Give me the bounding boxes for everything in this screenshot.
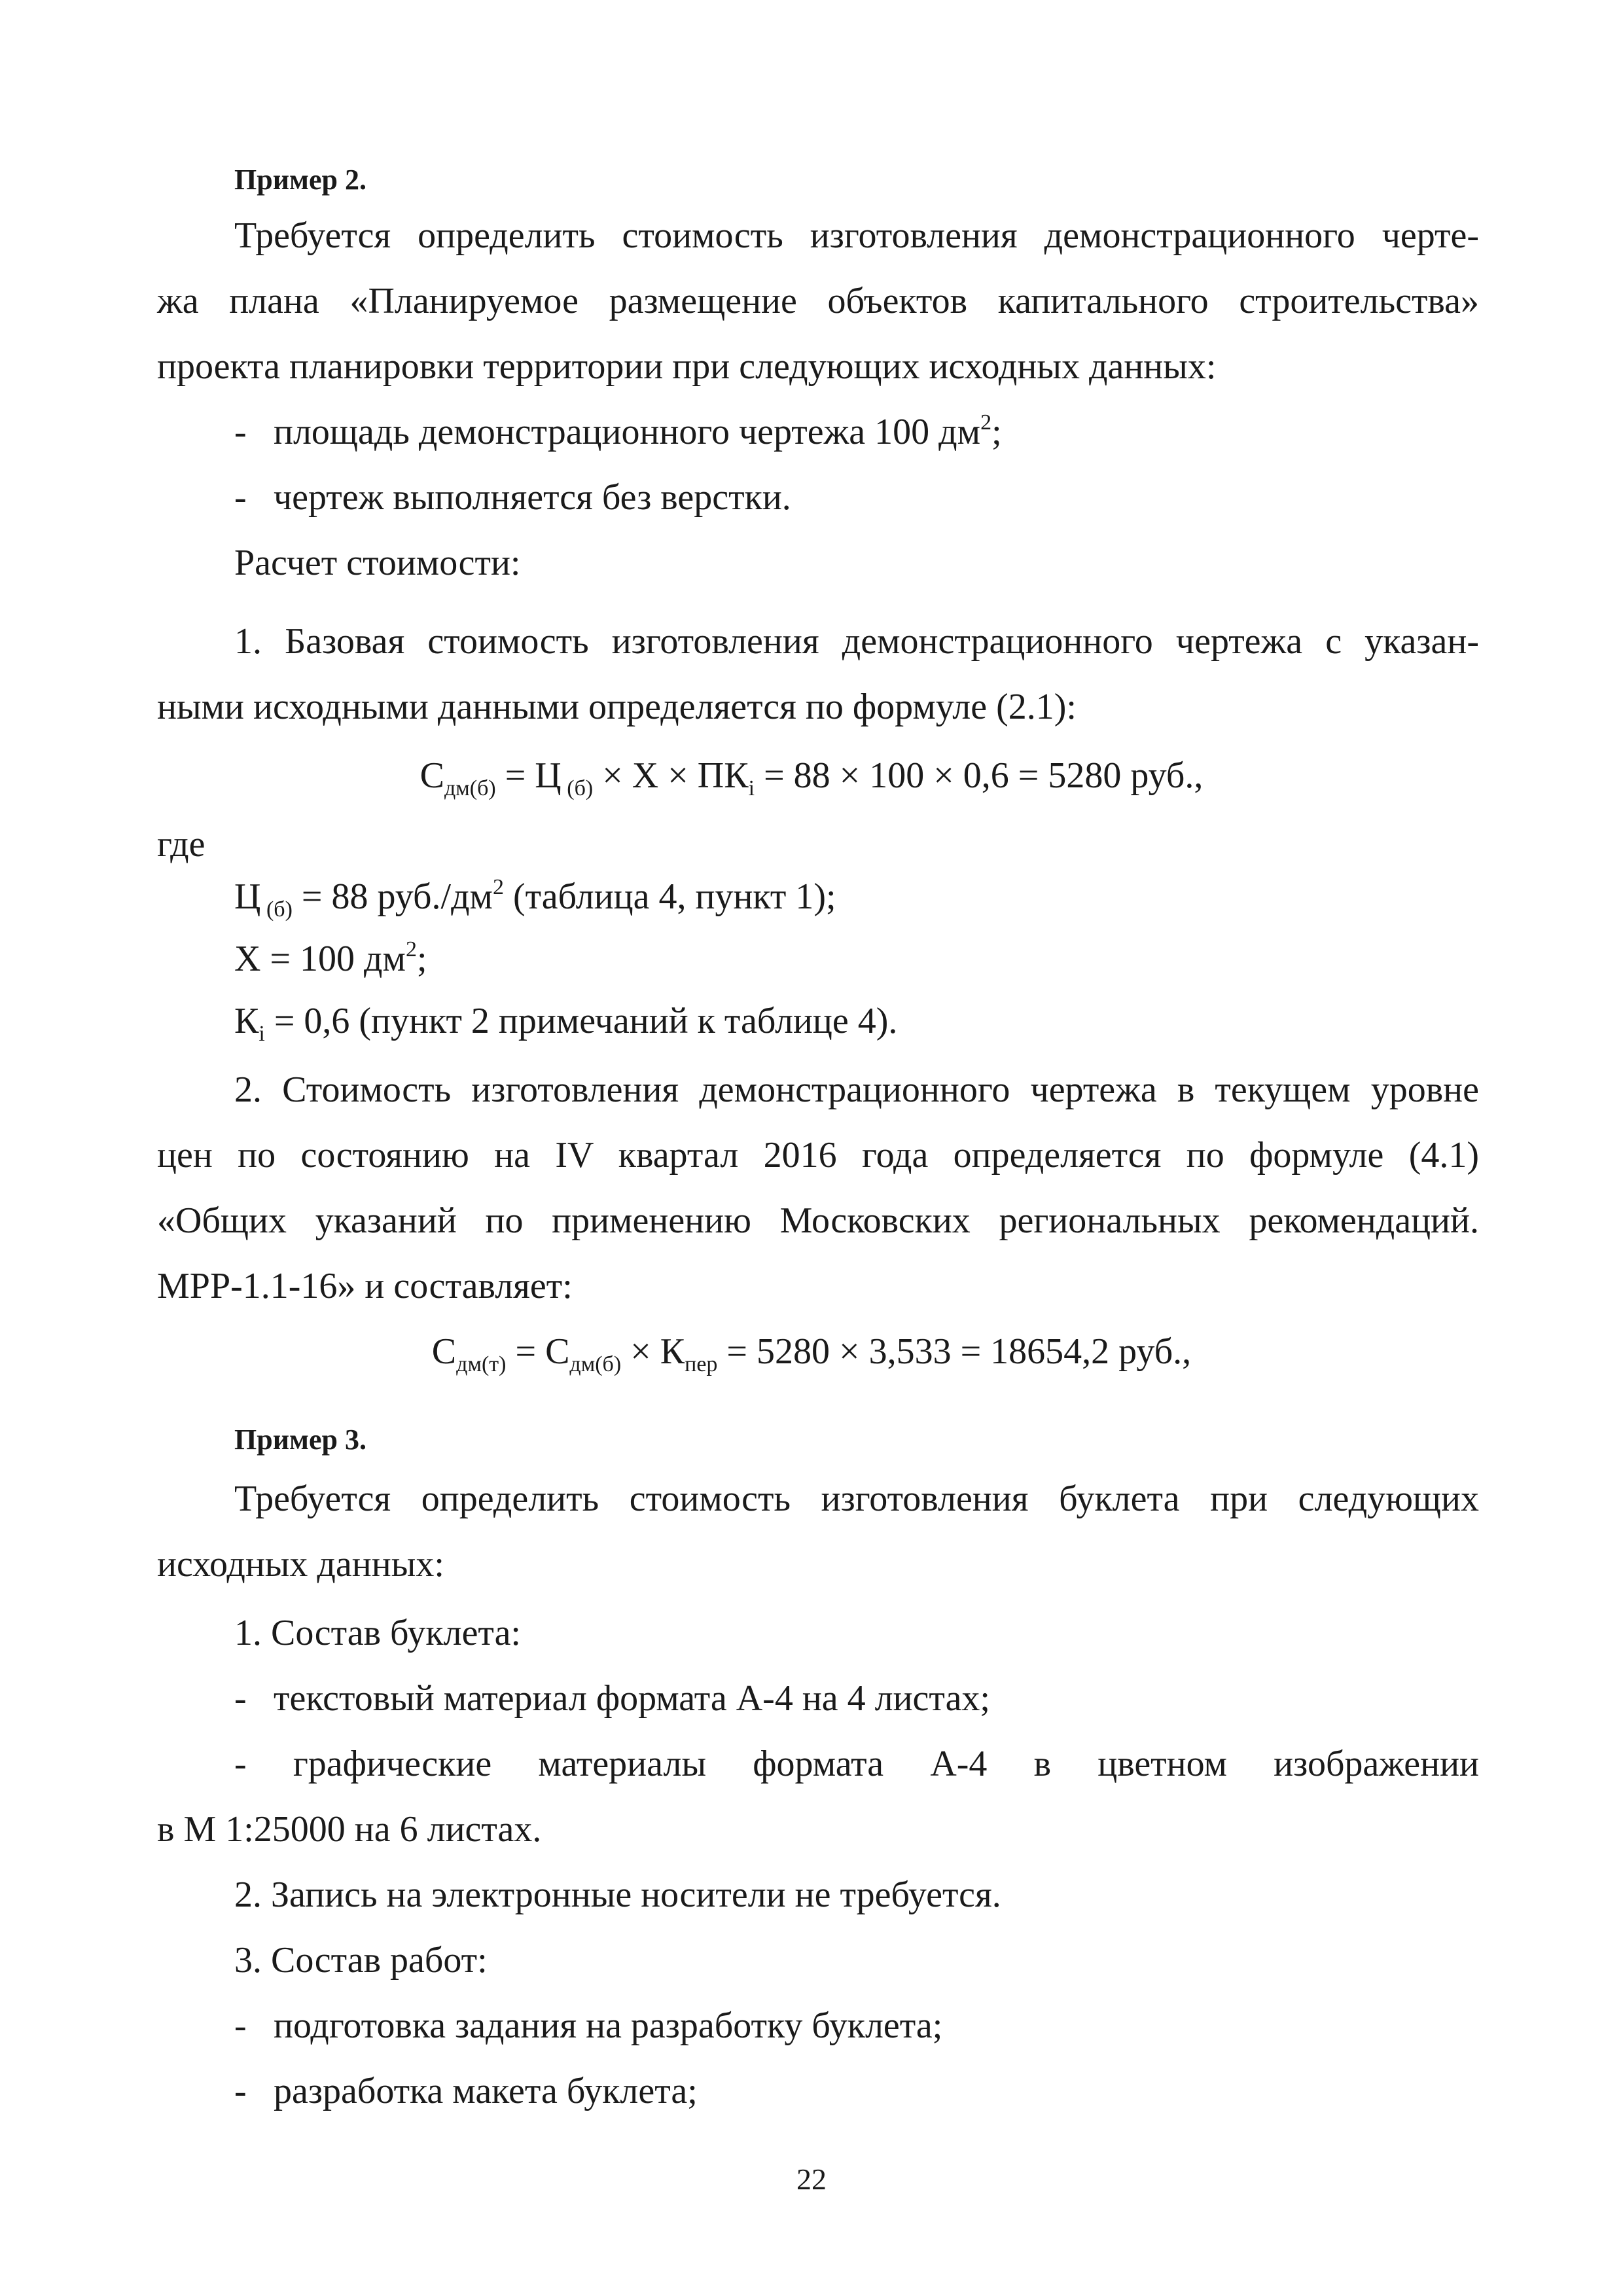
booklet-composition: 1. Состав буклета: bbox=[234, 1613, 521, 1653]
bullet-dash: - bbox=[234, 477, 247, 518]
example2-intro-line3: проекта планировки территории при следующих исходных данных: bbox=[157, 346, 1217, 387]
example2-bullet-area: - площадь демонстрационного чертежа 100 $дм^2$; bbox=[234, 409, 1002, 455]
step1-line1: 1. Базовая стоимость изготовления демонстрационного чертежа с указан- bbox=[234, 621, 1479, 662]
example2-heading: Пример 2. bbox=[234, 164, 367, 196]
where-label: где bbox=[157, 824, 205, 865]
example3-intro-line2: исходных данных: bbox=[157, 1544, 444, 1585]
example2-bullet-layout: - чертеж выполняется без верстки. bbox=[234, 475, 791, 520]
bullet-dash: - bbox=[234, 2071, 247, 2111]
bullet-dash: - bbox=[234, 1678, 247, 1719]
definition-coefficient: $К_i = 0,6$ (пункт 2 примечаний к таблице 4). bbox=[234, 1001, 898, 1046]
step2-line1: 2. Стоимость изготовления демонстрационного чертежа в текущем уровне bbox=[234, 1069, 1479, 1110]
step1-line2: ными исходными данными определяется по формуле (2.1): bbox=[157, 687, 1077, 727]
booklet-bullet-graphics-line1: - графические материалы формата А-4 в цветном изображении bbox=[234, 1744, 1479, 1784]
example3-heading: Пример 3. bbox=[234, 1424, 367, 1456]
booklet-bullet-layout: - разработка макета буклета; bbox=[234, 2068, 698, 2114]
example3-intro-line1: Требуется определить стоимость изготовления буклета при следующих bbox=[234, 1479, 1479, 1519]
step2-line3: «Общих указаний по применению Московских региональных рекомендаций. bbox=[157, 1200, 1479, 1241]
example2-intro-line1: Требуется определить стоимость изготовления демонстрационного черте- bbox=[234, 215, 1479, 256]
booklet-work-composition: 3. Состав работ: bbox=[234, 1940, 488, 1981]
formula-base-cost: $С_{дм(б)} = Ц$ $_{(б)} \times Х \times ПК_i = 88 \times 100 \times 0,6 = 5280$ руб., bbox=[419, 755, 1204, 800]
booklet-bullet-task: - подготовка задания на разработку буклета; bbox=[234, 2003, 942, 2049]
bullet-dash: - bbox=[234, 412, 247, 452]
page-number: 22 bbox=[796, 2162, 827, 2196]
step2-line2: цен по состоянию на IV квартал 2016 года определяется по формуле (4.1) bbox=[157, 1135, 1479, 1175]
formula-current-cost: $С_{дм(т)} = С_{дм(б)} \times К_{пер} = 5280 \times 3,533 = 18654,2$ руб., bbox=[431, 1331, 1192, 1376]
definition-price: Ц $_{(б)}$ = 88 $руб./дм^2$ (таблица 4, пункт 1); bbox=[234, 875, 836, 922]
booklet-bullet-graphics-line2: в М 1:25000 на 6 листах. bbox=[157, 1809, 542, 1850]
step2-line4: МРР-1.1-16» и составляет: bbox=[157, 1266, 573, 1306]
booklet-media: 2. Запись на электронные носители не требуется. bbox=[234, 1874, 1001, 1915]
bullet-dash: - bbox=[234, 2005, 247, 2046]
booklet-bullet-text: - текстовый материал формата А-4 на 4 листах; bbox=[234, 1676, 990, 1721]
definition-area: Х = 100 $дм^2$; bbox=[234, 937, 427, 979]
example2-intro-line2: жа плана «Планируемое размещение объектов капитального строительства» bbox=[157, 281, 1479, 321]
calc-heading: Расчет стоимости: bbox=[234, 543, 521, 583]
